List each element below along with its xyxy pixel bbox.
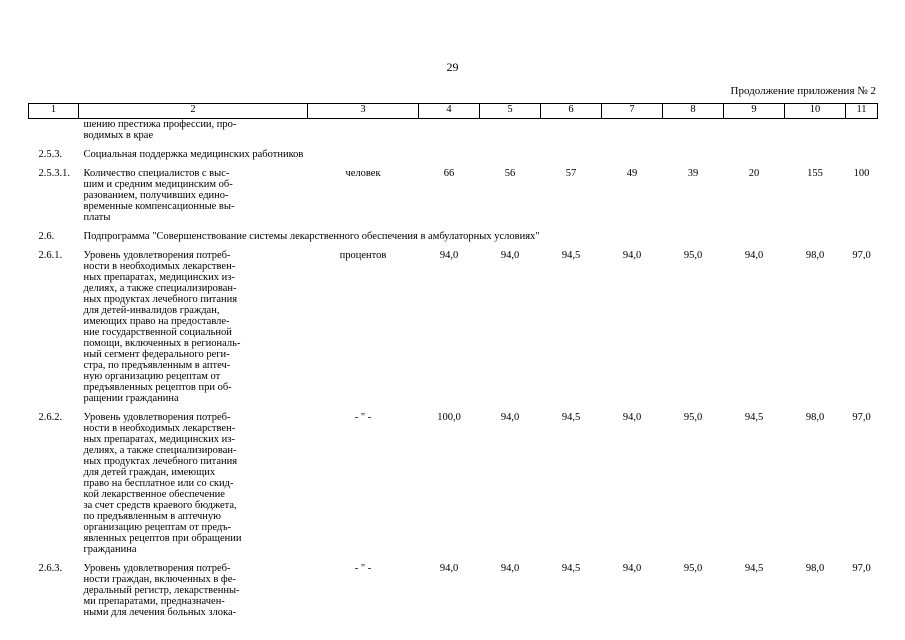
indicator-table xyxy=(28,103,878,618)
row-value xyxy=(724,119,785,142)
row-value: 97,0 xyxy=(852,563,871,574)
row-value: 98,0 xyxy=(805,563,825,574)
row-value: 97,0 xyxy=(852,250,871,261)
continuation-label: Продолжение приложения № 2 xyxy=(730,85,876,97)
row-value xyxy=(541,119,602,142)
row-code: 2.6.1. xyxy=(38,250,63,261)
row-code: 2.6.2. xyxy=(38,412,63,423)
row-unit: - " - xyxy=(354,563,372,574)
column-header: 4 xyxy=(419,104,480,119)
row-value: 95,0 xyxy=(683,563,703,574)
row-value: 94,5 xyxy=(561,412,581,423)
row-description: Уровень удовлетворения потреб- ности граждан, включенных в фе- деральный регистр, лекарственны- ми препаратами, предназначен- ными для лечения больных злока- xyxy=(83,563,240,618)
row-unit: процентов xyxy=(339,250,387,261)
row-code xyxy=(29,119,79,142)
row-value: 155 xyxy=(807,168,823,179)
column-header: 9 xyxy=(724,104,785,119)
row-value: 95,0 xyxy=(683,250,703,261)
row-value: 94,0 xyxy=(500,412,520,423)
column-header: 3 xyxy=(308,104,419,119)
row-value: 56 xyxy=(504,168,516,179)
column-header: 11 xyxy=(846,104,878,119)
row-description: Уровень удовлетворения потреб- ности в необходимых лекарствен- ных препаратах, медицинских из- делиях, а также специализирован- ных продуктах лечебного питания для детей-инвалидов граждан, имеющих право на предоставле- ние государственной социальной помощи, включенных в региональ- ный сегмент федерального реги- стра, по предъявленным в аптеч- ную организацию рецептам от предъявленных рецептов при об- ращении гражданина xyxy=(83,250,241,404)
table-row xyxy=(29,223,878,242)
row-value xyxy=(846,119,878,142)
column-header-row xyxy=(29,104,878,119)
column-header: 1 xyxy=(29,104,79,119)
section-title: Подпрограмма "Совершенствование системы лекарственного обеспечения в амбулаторных условиях" xyxy=(83,231,540,242)
row-value xyxy=(785,119,846,142)
column-header: 5 xyxy=(480,104,541,119)
row-value: 39 xyxy=(687,168,699,179)
table-row xyxy=(29,404,878,555)
row-value: 94,0 xyxy=(500,250,520,261)
row-value: 98,0 xyxy=(805,250,825,261)
row-value: 100 xyxy=(853,168,870,179)
row-value: 94,0 xyxy=(622,563,642,574)
row-value: 94,0 xyxy=(500,563,520,574)
row-value: 95,0 xyxy=(683,412,703,423)
row-value: 20 xyxy=(748,168,760,179)
row-unit xyxy=(308,119,419,142)
row-value xyxy=(663,119,724,142)
column-header: 2 xyxy=(79,104,308,119)
row-code: 2.5.3.1. xyxy=(38,168,70,179)
row-value xyxy=(419,119,480,142)
row-value xyxy=(480,119,541,142)
table-row xyxy=(29,119,878,142)
row-value: 94,0 xyxy=(439,563,459,574)
column-header: 7 xyxy=(602,104,663,119)
row-code: 2.6.3. xyxy=(38,563,63,574)
section-title: Социальная поддержка медицинских работников xyxy=(83,149,304,160)
row-value: 94,5 xyxy=(744,563,764,574)
table-row xyxy=(29,141,878,160)
row-value: 94,0 xyxy=(622,250,642,261)
row-value xyxy=(602,119,663,142)
row-unit: человек xyxy=(345,168,381,179)
row-value: 97,0 xyxy=(852,412,871,423)
row-value: 94,5 xyxy=(744,412,764,423)
row-description: Уровень удовлетворения потреб- ности в необходимых лекарствен- ных препаратах, медицинских из- делиях, а также специализирован- ных продуктах лечебного питания для детей граждан, имеющих право на бесплатное или со скид- кой лекарственное обеспечение за счет средств краевого бюджета, по предъявленным в аптечную организацию рецептам от предъ- явленных рецептов при обращении гражданина xyxy=(83,412,242,555)
row-description: Количество специалистов с выс- шим и средним медицинским об- разованием, получивших едино- временные компенсационные вы- платы xyxy=(83,168,235,223)
row-value: 49 xyxy=(626,168,638,179)
table-row xyxy=(29,160,878,223)
row-code: 2.6. xyxy=(38,231,55,242)
row-description: шению престижа профессии, про- водимых в крае xyxy=(83,119,237,141)
row-code: 2.5.3. xyxy=(38,149,63,160)
row-value: 57 xyxy=(565,168,577,179)
row-value: 94,0 xyxy=(744,250,764,261)
row-value: 94,5 xyxy=(561,563,581,574)
table-row xyxy=(29,242,878,404)
column-header: 6 xyxy=(541,104,602,119)
column-header: 8 xyxy=(663,104,724,119)
table-row xyxy=(29,555,878,618)
column-header: 10 xyxy=(785,104,846,119)
row-value: 98,0 xyxy=(805,412,825,423)
row-value: 94,5 xyxy=(561,250,581,261)
row-value: 94,0 xyxy=(622,412,642,423)
page-number: 29 xyxy=(446,60,459,74)
row-value: 94,0 xyxy=(439,250,459,261)
row-unit: - " - xyxy=(354,412,372,423)
row-value: 66 xyxy=(443,168,455,179)
row-value: 100,0 xyxy=(437,412,461,423)
